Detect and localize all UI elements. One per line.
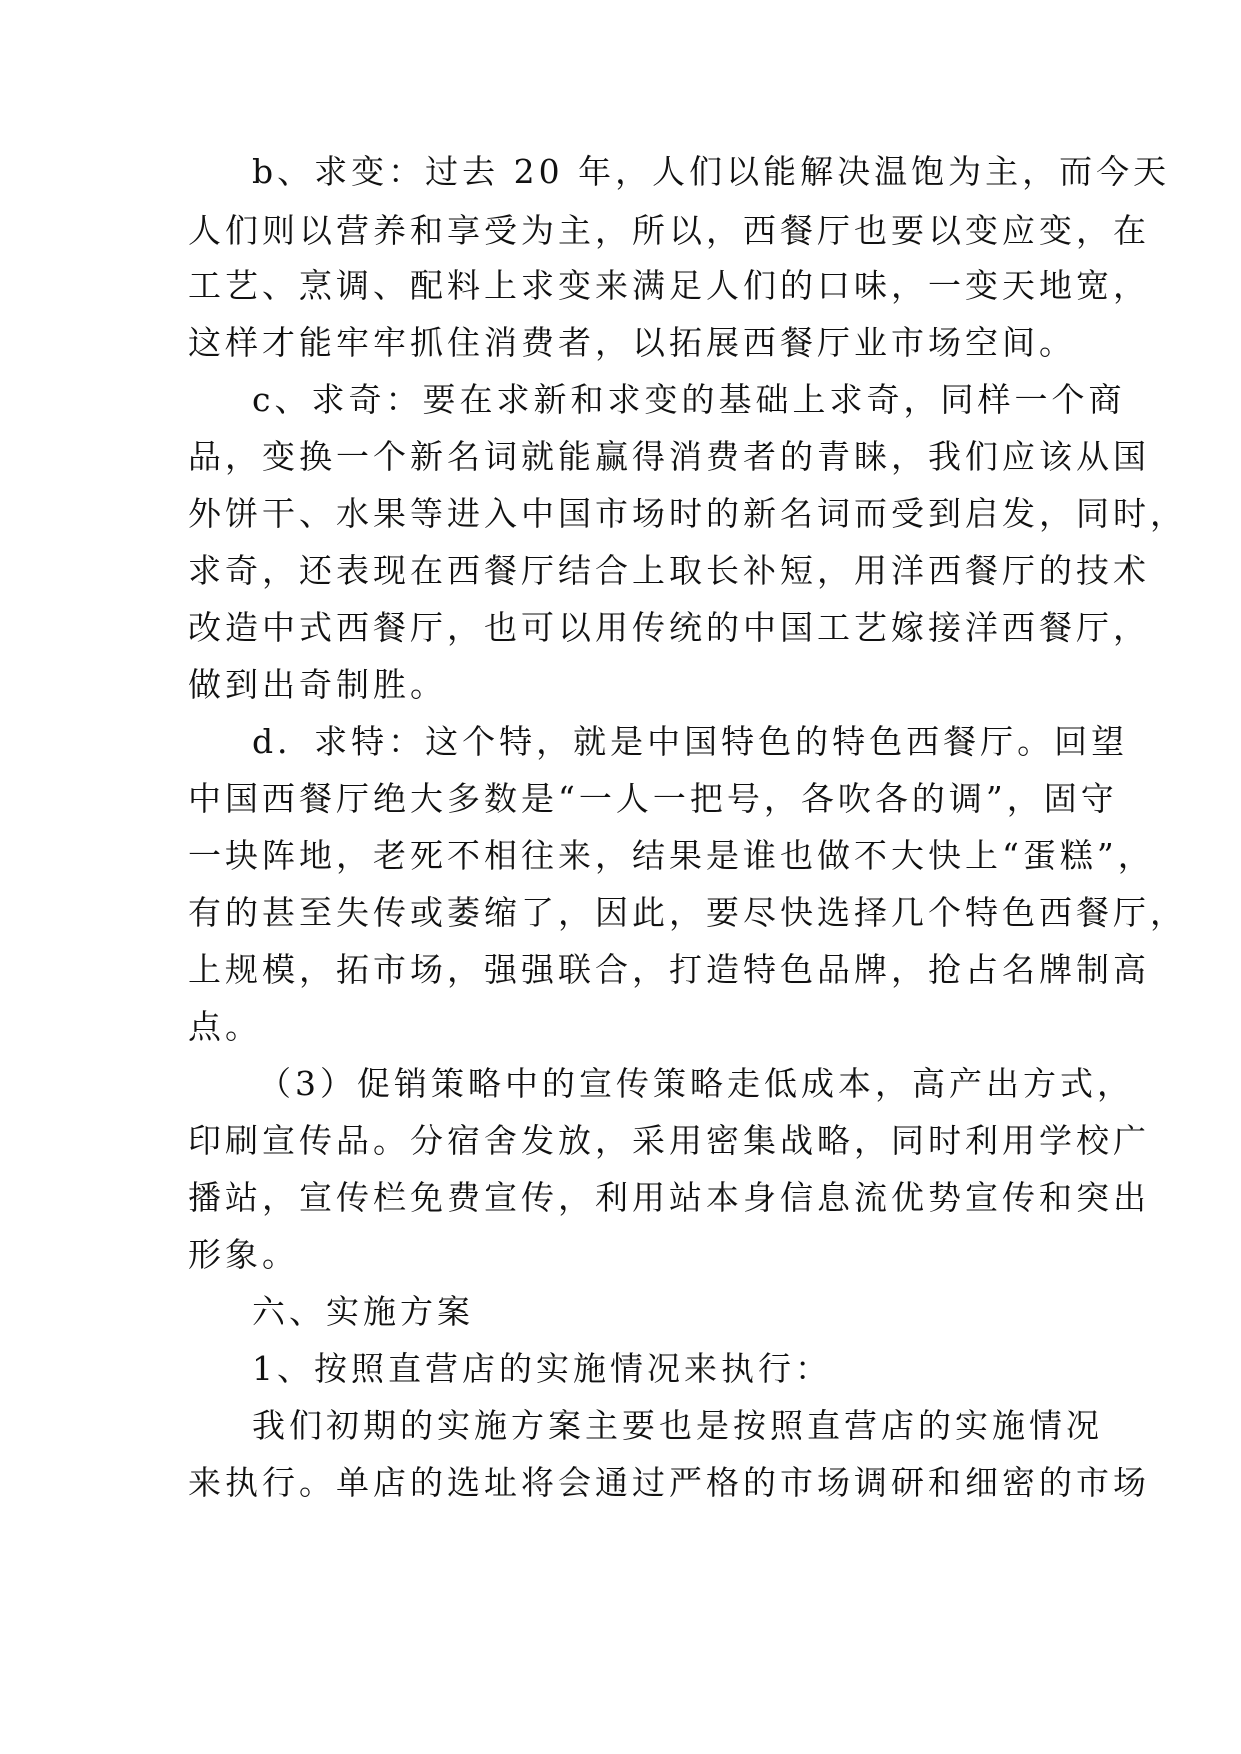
paragraph-c-line-6: 做到出奇制胜。 — [188, 665, 447, 704]
section-heading-6: 六、实施方案 — [252, 1292, 474, 1331]
paragraph-d-line-1: d．求特：这个特，就是中国特色的特色西餐厅。回望 — [252, 722, 1129, 761]
paragraph-b-line-1: b、求变：过去 20 年，人们以能解决温饱为主，而今天 — [252, 152, 1171, 191]
paragraph-c-line-1: c、求奇：要在求新和求变的基础上求奇，同样一个商 — [252, 380, 1126, 419]
paragraph-d-line-2: 中国西餐厅绝大多数是“一人一把号，各吹各的调”，固守 — [188, 779, 1118, 818]
paragraph-implementation-line-1: 我们初期的实施方案主要也是按照直营店的实施情况 — [252, 1406, 1103, 1445]
paragraph-c-line-4: 求奇，还表现在西餐厅结合上取长补短，用洋西餐厅的技术 — [188, 551, 1150, 590]
paragraph-d-line-6: 点。 — [188, 1007, 262, 1046]
paragraph-promotion-line-4: 形象。 — [188, 1235, 299, 1274]
paragraph-c-line-5: 改造中式西餐厅，也可以用传统的中国工艺嫁接洋西餐厅， — [188, 608, 1150, 647]
paragraph-c-line-2: 品，变换一个新名词就能赢得消费者的青睐，我们应该从国 — [188, 437, 1150, 476]
paragraph-d-line-3: 一块阵地，老死不相往来，结果是谁也做不大快上“蛋糕”， — [188, 836, 1155, 875]
paragraph-promotion-line-1: （3）促销策略中的宣传策略走低成本，高产出方式， — [258, 1064, 1134, 1103]
paragraph-d-line-4: 有的甚至失传或萎缩了，因此，要尽快选择几个特色西餐厅， — [188, 893, 1187, 932]
paragraph-implementation-line-2: 来执行。单店的选址将会通过严格的市场调研和细密的市场 — [188, 1463, 1150, 1502]
paragraph-b-line-3: 工艺、烹调、配料上求变来满足人们的口味，一变天地宽， — [188, 266, 1150, 305]
paragraph-promotion-line-3: 播站，宣传栏免费宣传，利用站本身信息流优势宣传和突出 — [188, 1178, 1150, 1217]
paragraph-promotion-line-2: 印刷宣传品。分宿舍发放，采用密集战略，同时利用学校广 — [188, 1121, 1150, 1160]
item-heading-1: 1、按照直营店的实施情况来执行： — [252, 1349, 832, 1388]
paragraph-b-line-4: 这样才能牢牢抓住消费者，以拓展西餐厅业市场空间。 — [188, 323, 1076, 362]
paragraph-d-line-5: 上规模，拓市场，强强联合，打造特色品牌，抢占名牌制高 — [188, 950, 1150, 989]
paragraph-b-line-2: 人们则以营养和享受为主，所以，西餐厅也要以变应变，在 — [188, 211, 1150, 250]
paragraph-c-line-3: 外饼干、水果等进入中国市场时的新名词而受到启发，同时， — [188, 494, 1187, 533]
